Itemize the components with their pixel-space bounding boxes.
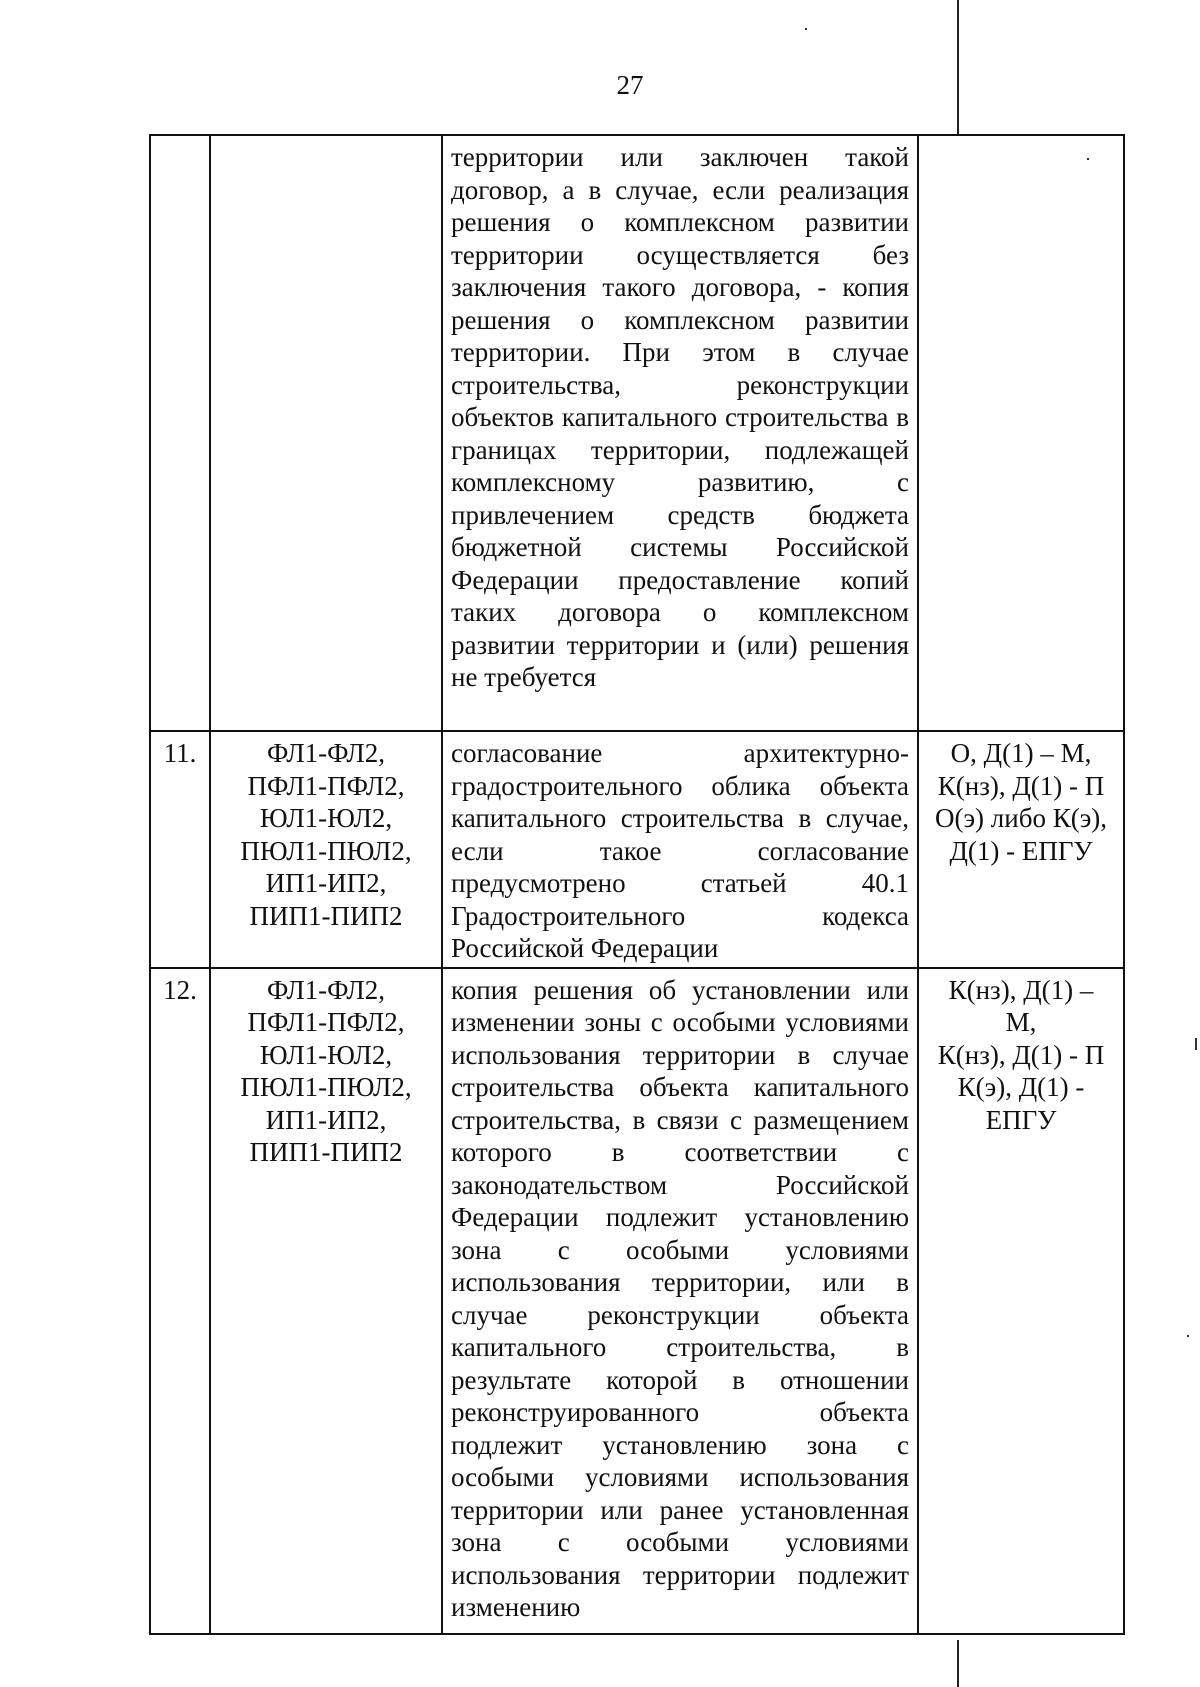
scan-artifact-line-bottom bbox=[957, 1640, 959, 1687]
row-number: 11. bbox=[150, 731, 210, 968]
applicant-categories: ФЛ1-ФЛ2, ПФЛ1-ПФЛ2, ЮЛ1-ЮЛ2, ПЮЛ1-ПЮЛ2, ИП1-ИП2, ПИП1-ПИП2 bbox=[210, 731, 442, 968]
scan-artifact-dot bbox=[805, 28, 807, 30]
page-number: 27 bbox=[616, 70, 644, 100]
requirements-table bbox=[149, 134, 1125, 1635]
submission-form: К(нз), Д(1) – М, К(нз), Д(1) - П К(э), Д(1) - ЕПГУ bbox=[918, 968, 1124, 1634]
scan-artifact-line-top bbox=[957, 0, 959, 135]
document-description: территории или заключен такой договор, а в случае, если реализация решения о комплексном развитии территории осуществляется без заключения такого договора, - копия решения о комплексном развитии территории. При этом в случае строительства, реконструкции объектов капитального строительства в границах территории, подлежащей комплексному развитию, с привлечением средств бюджета бюджетной системы Российской Федерации предоставление копий таких договора о комплексном развитии территории и (или) решения не требуется bbox=[442, 135, 918, 731]
scan-artifact-dot bbox=[1187, 1335, 1189, 1337]
submission-form: О, Д(1) – М, К(нз), Д(1) - П О(э) либо К(э), Д(1) - ЕПГУ bbox=[918, 731, 1124, 968]
applicant-categories: ФЛ1-ФЛ2, ПФЛ1-ПФЛ2, ЮЛ1-ЮЛ2, ПЮЛ1-ПЮЛ2, ИП1-ИП2, ПИП1-ПИП2 bbox=[210, 968, 442, 1634]
scan-artifact-mark bbox=[1195, 1038, 1197, 1050]
submission-form bbox=[918, 135, 1124, 731]
table-row bbox=[150, 968, 1124, 1634]
document-description: копия решения об установлении или изменении зоны с особыми условиями использования территории в случае строительства объекта капитального строительства, в связи с размещением которого в соответствии с законодательством Российской Федерации подлежит установлению зона с особыми условиями использования территории, или в случае реконструкции объекта капитального строительства, в результате которой в отношении реконструированного объекта подлежит установлению зона с особыми условиями использования территории или ранее установленная зона с особыми условиями использования территории подлежит изменению bbox=[442, 968, 918, 1634]
row-number bbox=[150, 135, 210, 731]
document-description: согласование архитектурно-градостроительного облика объекта капитального строительства в случае, если такое согласование предусмотрено статьей 40.1 Градостроительного кодекса Российской Федерации bbox=[442, 731, 918, 968]
row-number: 12. bbox=[150, 968, 210, 1634]
applicant-categories bbox=[210, 135, 442, 731]
table-row bbox=[150, 135, 1124, 731]
table-row bbox=[150, 731, 1124, 968]
